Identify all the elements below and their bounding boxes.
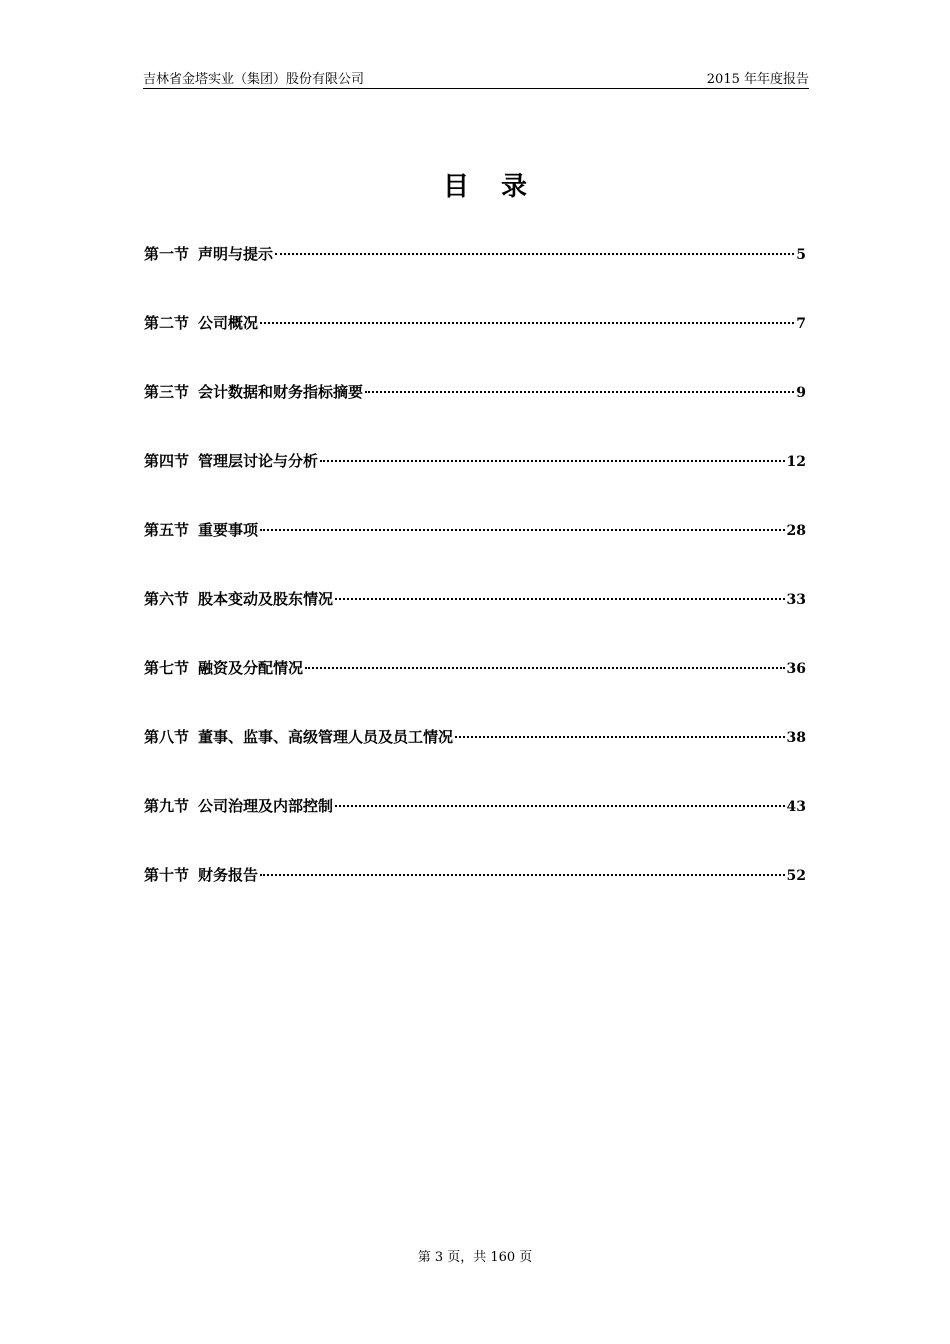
toc-section-title: 重要事项 <box>198 521 259 539</box>
toc-section-number: 第九节 <box>144 797 190 815</box>
toc-section-number: 第十节 <box>144 866 190 884</box>
toc-entry[interactable] <box>144 312 806 334</box>
toc-section-title: 管理层讨论与分析 <box>198 452 319 470</box>
toc-page-number: 52 <box>786 868 806 884</box>
toc-page-number: 38 <box>786 730 806 746</box>
toc-page-number: 5 <box>796 247 806 263</box>
toc-entry[interactable] <box>144 657 806 679</box>
toc-section-number: 第三节 <box>144 383 190 401</box>
toc-section-title: 声明与提示 <box>198 245 274 263</box>
toc-entry[interactable] <box>144 588 806 610</box>
toc-section-number: 第八节 <box>144 728 190 746</box>
header-report-title: 2015 年年度报告 <box>706 72 809 87</box>
toc-section-title: 会计数据和财务指标摘要 <box>198 383 364 401</box>
toc-page-number: 43 <box>786 799 806 815</box>
toc-section-number: 第二节 <box>144 314 190 332</box>
page-header <box>143 64 809 89</box>
toc-page-number: 28 <box>786 523 806 539</box>
toc-section-title: 财务报告 <box>198 866 259 884</box>
toc-page-number: 36 <box>786 661 806 677</box>
page-footer: 第 3 页，共 160 页 <box>417 1250 533 1265</box>
toc-section-number: 第一节 <box>144 245 190 263</box>
toc-section-number: 第五节 <box>144 521 190 539</box>
toc-page-number: 7 <box>796 316 806 332</box>
toc-entry[interactable] <box>144 519 806 541</box>
toc-section-title: 公司治理及内部控制 <box>198 797 334 815</box>
toc-section-title: 融资及分配情况 <box>198 659 304 677</box>
header-company-name: 吉林省金塔实业（集团）股份有限公司 <box>143 72 365 87</box>
toc-leader-dots <box>335 805 784 807</box>
toc-leader-dots <box>305 667 784 669</box>
toc-entry[interactable] <box>144 450 806 472</box>
toc-leader-dots <box>455 736 784 738</box>
toc-leader-dots <box>320 460 784 462</box>
toc-leader-dots <box>260 322 794 324</box>
toc-entry[interactable] <box>144 864 806 886</box>
toc-leader-dots <box>275 253 794 255</box>
toc-entry[interactable] <box>144 381 806 403</box>
toc-page-number: 12 <box>786 454 806 470</box>
toc-section-title: 公司概况 <box>198 314 259 332</box>
toc-leader-dots <box>365 391 794 393</box>
toc-entry[interactable] <box>144 795 806 817</box>
toc-leader-dots <box>335 598 784 600</box>
toc-section-number: 第七节 <box>144 659 190 677</box>
toc-section-number: 第四节 <box>144 452 190 470</box>
toc-section-number: 第六节 <box>144 590 190 608</box>
toc-entry[interactable] <box>144 243 806 265</box>
toc-section-title: 董事、监事、高级管理人员及员工情况 <box>198 728 454 746</box>
toc-leader-dots <box>260 529 784 531</box>
toc-entry[interactable] <box>144 726 806 748</box>
toc-page-number: 9 <box>796 385 806 401</box>
toc-leader-dots <box>260 874 784 876</box>
toc-page-number: 33 <box>786 592 806 608</box>
page-title: 目录 <box>442 172 559 202</box>
toc-section-title: 股本变动及股东情况 <box>198 590 334 608</box>
